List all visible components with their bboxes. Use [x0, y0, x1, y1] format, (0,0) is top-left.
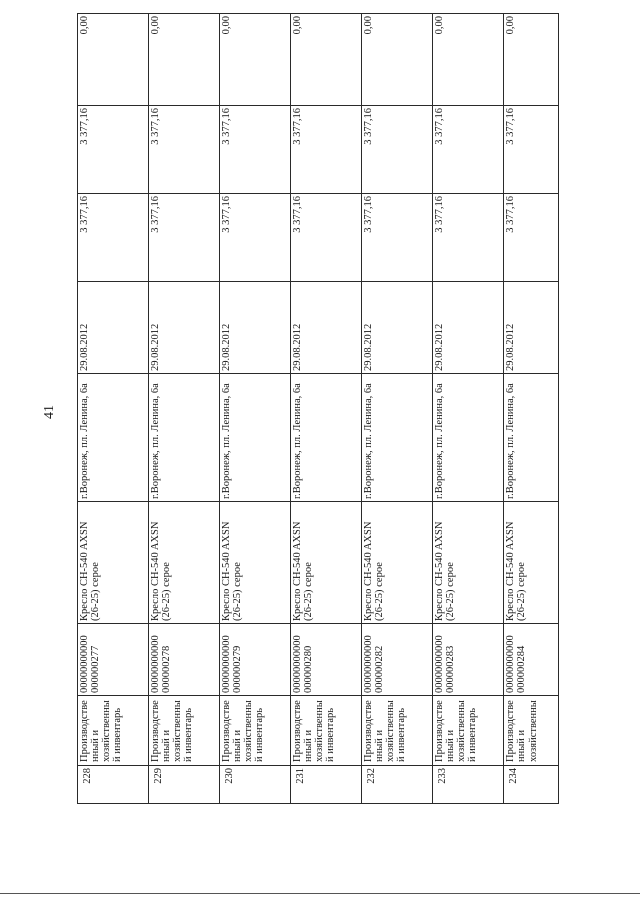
location-address-cell: г.Воронеж, пл. Ленина, 6а: [433, 374, 504, 502]
acquisition-date-cell: 29.08.2012: [149, 282, 220, 374]
residual-value-cell: 0,00: [78, 14, 149, 106]
table-row: [78, 14, 149, 804]
acquisition-date-cell: 29.08.2012: [362, 282, 433, 374]
depreciation-amount-cell: 3 377,16: [149, 106, 220, 194]
inventory-code-cell: 00000000000 000000284: [504, 624, 559, 696]
depreciation-amount-cell: 3 377,16: [433, 106, 504, 194]
residual-value-cell: 0,00: [362, 14, 433, 106]
asset-type-cell: Производстве нный и хозяйственны й инвентарь: [291, 696, 362, 766]
inventory-table: [77, 13, 559, 804]
location-address-cell: г.Воронеж, пл. Ленина, 6а: [220, 374, 291, 502]
initial-cost-cell: 3 377,16: [220, 194, 291, 282]
inventory-code-cell: 00000000000 000000277: [78, 624, 149, 696]
row-number-cell: 234: [504, 766, 559, 804]
acquisition-date-cell: 29.08.2012: [433, 282, 504, 374]
table-row: [504, 14, 559, 804]
asset-name-cell: Кресло CH-540 AXSN (26-25) серое: [291, 502, 362, 624]
residual-value-cell: 0,00: [220, 14, 291, 106]
acquisition-date-cell: 29.08.2012: [291, 282, 362, 374]
depreciation-amount-cell: 3 377,16: [78, 106, 149, 194]
inventory-code-cell: 00000000000 000000282: [362, 624, 433, 696]
acquisition-date-cell: 29.08.2012: [78, 282, 149, 374]
row-number-cell: 228: [78, 766, 149, 804]
residual-value-cell: 0,00: [504, 14, 559, 106]
asset-name-cell: Кресло CH-540 AXSN (26-25) серое: [504, 502, 559, 624]
asset-type-cell: Производстве нный и хозяйственны й инвентарь: [362, 696, 433, 766]
depreciation-amount-cell: 3 377,16: [220, 106, 291, 194]
inventory-code-cell: 00000000000 000000279: [220, 624, 291, 696]
asset-type-cell: Производстве нный и хозяйственны й инвентарь: [78, 696, 149, 766]
table-row: [220, 14, 291, 804]
residual-value-cell: 0,00: [149, 14, 220, 106]
initial-cost-cell: 3 377,16: [149, 194, 220, 282]
location-address-cell: г.Воронеж, пл. Ленина, 6а: [291, 374, 362, 502]
row-number-cell: 229: [149, 766, 220, 804]
asset-type-cell: Производстве нный и хозяйственны: [504, 696, 559, 766]
inventory-code-cell: 00000000000 000000278: [149, 624, 220, 696]
acquisition-date-cell: 29.08.2012: [220, 282, 291, 374]
inventory-code-cell: 00000000000 000000283: [433, 624, 504, 696]
table-row: [433, 14, 504, 804]
table-row: [362, 14, 433, 804]
acquisition-date-cell: 29.08.2012: [504, 282, 559, 374]
table-body: [78, 14, 559, 804]
location-address-cell: г.Воронеж, пл. Ленина, 6а: [504, 374, 559, 502]
initial-cost-cell: 3 377,16: [362, 194, 433, 282]
asset-name-cell: Кресло CH-540 AXSN (26-25) серое: [220, 502, 291, 624]
asset-name-cell: Кресло CH-540 AXSN (26-25) серое: [149, 502, 220, 624]
table-row: [149, 14, 220, 804]
asset-name-cell: Кресло CH-540 AXSN (26-25) серое: [362, 502, 433, 624]
asset-type-cell: Производстве нный и хозяйственны й инвентарь: [149, 696, 220, 766]
location-address-cell: г.Воронеж, пл. Ленина, 6а: [362, 374, 433, 502]
inventory-code-cell: 00000000000 000000280: [291, 624, 362, 696]
asset-type-cell: Производстве нный и хозяйственны й инвентарь: [433, 696, 504, 766]
residual-value-cell: 0,00: [291, 14, 362, 106]
row-number-cell: 231: [291, 766, 362, 804]
rotated-table-container: [77, 14, 559, 804]
initial-cost-cell: 3 377,16: [78, 194, 149, 282]
depreciation-amount-cell: 3 377,16: [362, 106, 433, 194]
row-number-cell: 230: [220, 766, 291, 804]
asset-name-cell: Кресло CH-540 AXSN (26-25) серое: [433, 502, 504, 624]
initial-cost-cell: 3 377,16: [504, 194, 559, 282]
location-address-cell: г.Воронеж, пл. Ленина, 6а: [78, 374, 149, 502]
page-number: 41: [42, 405, 57, 419]
row-number-cell: 233: [433, 766, 504, 804]
initial-cost-cell: 3 377,16: [433, 194, 504, 282]
bottom-rule: [0, 893, 640, 894]
depreciation-amount-cell: 3 377,16: [504, 106, 559, 194]
location-address-cell: г.Воронеж, пл. Ленина, 6а: [149, 374, 220, 502]
asset-name-cell: Кресло CH-540 AXSN (26-25) серое: [78, 502, 149, 624]
table-row: [291, 14, 362, 804]
initial-cost-cell: 3 377,16: [291, 194, 362, 282]
row-number-cell: 232: [362, 766, 433, 804]
residual-value-cell: 0,00: [433, 14, 504, 106]
depreciation-amount-cell: 3 377,16: [291, 106, 362, 194]
asset-type-cell: Производстве нный и хозяйственны й инвентарь: [220, 696, 291, 766]
